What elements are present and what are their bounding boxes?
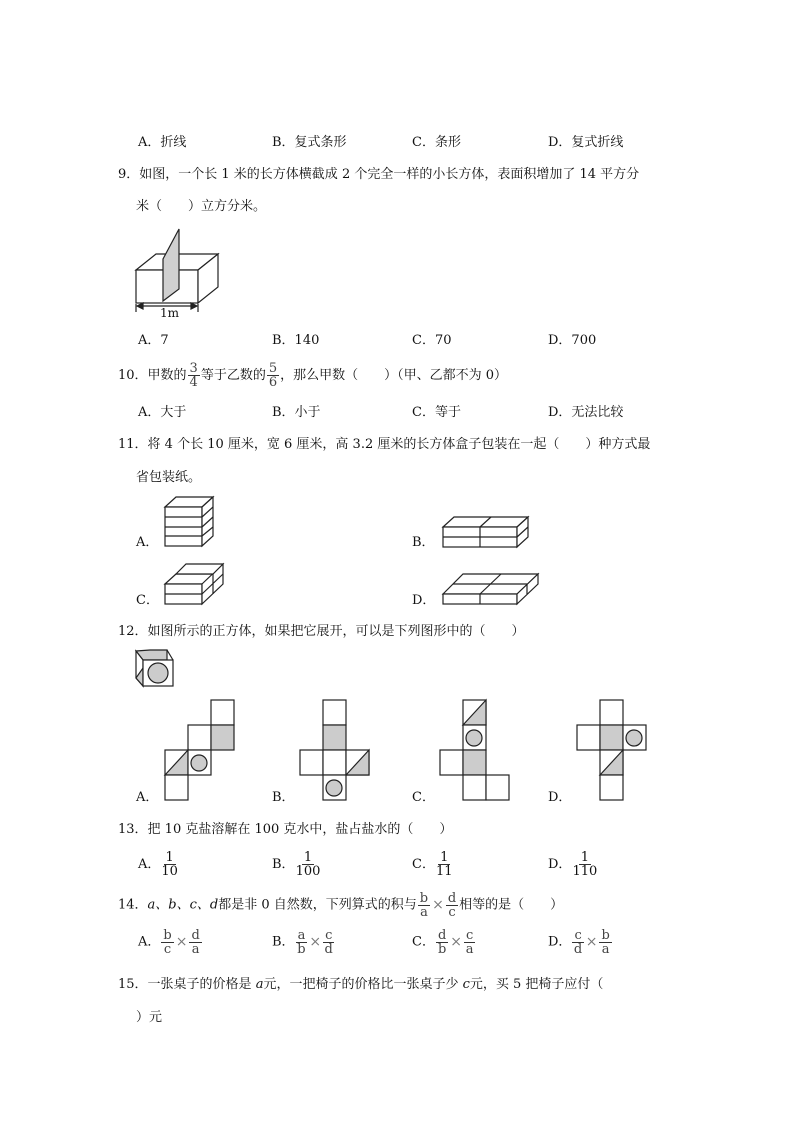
denominator: 110: [572, 864, 598, 879]
q11-stack-d: [443, 574, 538, 604]
q10-question: [118, 362, 507, 390]
numerator: d: [447, 890, 457, 906]
q15-question-line2: ）元: [136, 1010, 163, 1025]
fraction: [296, 851, 321, 878]
fraction: [599, 929, 611, 956]
q11-option-d[interactable]: D．: [412, 593, 436, 608]
denominator: c: [448, 904, 456, 920]
fraction: [418, 892, 430, 919]
fraction: [436, 929, 448, 956]
fraction: [323, 929, 334, 956]
q8-option-c[interactable]: C．条形: [412, 135, 461, 150]
denominator: 100: [295, 864, 321, 879]
q13-option-a[interactable]: [138, 850, 179, 880]
numerator: 1: [303, 850, 313, 865]
times-sign: ×: [309, 934, 322, 950]
option-label: D．: [548, 857, 572, 872]
numerator: 1: [440, 850, 449, 865]
q8-option-b[interactable]: B．复式条形: [272, 135, 347, 150]
q12-option-b[interactable]: B．: [272, 790, 295, 805]
q15-variable-c: c: [462, 977, 470, 992]
q8-option-a[interactable]: A．折线: [138, 135, 187, 150]
q12-option-a[interactable]: A．: [136, 790, 159, 805]
numerator: 5: [268, 361, 278, 376]
numerator: b: [419, 890, 429, 906]
denominator: a: [420, 904, 428, 920]
fraction: [161, 929, 173, 956]
numerator: b: [163, 927, 172, 943]
q10-fraction-1: [188, 362, 200, 389]
q14-option-d[interactable]: [548, 927, 613, 958]
net-b: [300, 700, 369, 800]
net-c: [440, 700, 509, 800]
net-d: [577, 700, 646, 800]
q12-option-c[interactable]: C．: [412, 790, 435, 805]
fraction: [572, 929, 583, 956]
numerator: a: [297, 927, 306, 943]
q11-option-c[interactable]: C．: [136, 593, 159, 608]
q9-length-label: 1m: [160, 306, 180, 320]
numerator: d: [437, 927, 447, 943]
q11-option-a[interactable]: A．: [136, 535, 159, 550]
option-label: D．: [548, 934, 572, 950]
fraction: [161, 851, 178, 878]
q9-question-line1: 9．如图，一个长 1 米的长方体横截成 2 个完全一样的小长方体，表面积增加了 14 平方分: [118, 167, 640, 182]
q11-question-line1: 11．将 4 个长 10 厘米，宽 6 厘米，高 3.2 厘米的长方体盒子包装在一起（ ）种方式最: [118, 437, 651, 452]
denominator: 6: [268, 375, 278, 390]
denominator: 4: [189, 375, 198, 390]
q13-question: 13．把 10 克盐溶解在 100 克水中，盐占盐水的（ ）: [118, 822, 453, 837]
q13-option-b[interactable]: [272, 850, 321, 880]
numerator: d: [191, 927, 200, 943]
denominator: a: [465, 941, 474, 957]
denominator: 11: [435, 864, 453, 879]
numerator: c: [574, 927, 582, 943]
numerator: 1: [580, 850, 589, 865]
times-sign: ×: [450, 934, 463, 950]
times-sign: ×: [432, 897, 444, 913]
q10-suffix: ，那么甲数（ ）（甲、乙都不为 0）: [280, 368, 508, 383]
numerator: c: [466, 927, 474, 943]
q10-fraction-2: [267, 362, 279, 389]
fraction: [464, 929, 475, 956]
q14-option-c[interactable]: [412, 927, 476, 958]
q10-option-b[interactable]: B．小于: [272, 405, 321, 420]
q14-suffix: 相等的是（ ）: [459, 897, 564, 913]
q11-question-line2: 省包装纸。: [136, 470, 202, 485]
q15-text-2: 元，一把椅子的价格比一张桌子少: [263, 977, 463, 992]
q11-stack-b: [443, 517, 528, 547]
q14-option-b[interactable]: [272, 927, 335, 958]
q14-prefix: 14．: [118, 897, 148, 913]
q12-question: 12．如图所示的正方体，如果把它展开，可以是下列图形中的（ ）: [118, 624, 525, 639]
denominator: b: [437, 941, 447, 957]
q15-text-1: 15．一张桌子的价格是: [118, 977, 256, 992]
numerator: b: [601, 927, 610, 943]
fraction: [446, 892, 458, 919]
q11-stack-c: [165, 564, 223, 604]
q14-middle: 都是非 0 自然数，下列算式的积与: [218, 897, 417, 913]
q12-net-figures: [0, 0, 1, 1]
times-sign: ×: [175, 934, 188, 950]
q9-option-a[interactable]: A．7: [138, 333, 169, 348]
q9-question-line2: 米（ ）立方分米。: [136, 199, 267, 214]
times-sign: ×: [585, 934, 598, 950]
numerator: c: [325, 927, 333, 943]
option-label: A．: [138, 857, 161, 872]
q11-option-b[interactable]: B．: [412, 535, 435, 550]
q9-option-d[interactable]: D．700: [548, 333, 597, 348]
q15-question-line1: [118, 977, 603, 993]
q10-option-a[interactable]: A．大于: [138, 405, 187, 420]
q13-option-d[interactable]: [548, 850, 598, 880]
q14-question: [118, 890, 563, 921]
q13-option-c[interactable]: [412, 850, 454, 880]
fraction: [296, 929, 308, 956]
q14-variables: a、b、c、d: [147, 897, 219, 913]
denominator: a: [191, 941, 200, 957]
option-label: B．: [272, 934, 295, 950]
denominator: d: [573, 941, 583, 957]
q14-option-a[interactable]: [138, 927, 203, 958]
denominator: a: [601, 941, 610, 957]
fraction: [189, 929, 201, 956]
numerator: 3: [189, 361, 198, 376]
q10-middle: 等于乙数的: [200, 368, 266, 383]
denominator: c: [163, 941, 172, 957]
q12-option-d[interactable]: D．: [548, 790, 572, 805]
net-a: [165, 700, 234, 800]
q15-variable-a: a: [255, 977, 264, 992]
q10-prefix: 10．甲数的: [118, 368, 187, 383]
fraction: [572, 851, 597, 878]
denominator: d: [324, 941, 333, 957]
q9-option-c[interactable]: C．70: [412, 333, 452, 348]
option-label: C．: [412, 934, 435, 950]
option-label: B．: [272, 857, 295, 872]
denominator: 10: [161, 864, 178, 879]
denominator: b: [297, 941, 306, 957]
fraction: [436, 851, 453, 878]
numerator: 1: [165, 850, 174, 865]
q11-stack-a: [165, 497, 213, 546]
option-label: A．: [138, 934, 161, 950]
option-label: C．: [412, 857, 435, 872]
q10-option-c[interactable]: C．等于: [412, 405, 461, 420]
q9-option-b[interactable]: B．140: [272, 333, 320, 348]
q10-option-d[interactable]: D．无法比较: [548, 405, 624, 420]
q15-text-3: 元，买 5 把椅子应付（: [469, 977, 604, 992]
q8-option-d[interactable]: D．复式折线: [548, 135, 624, 150]
